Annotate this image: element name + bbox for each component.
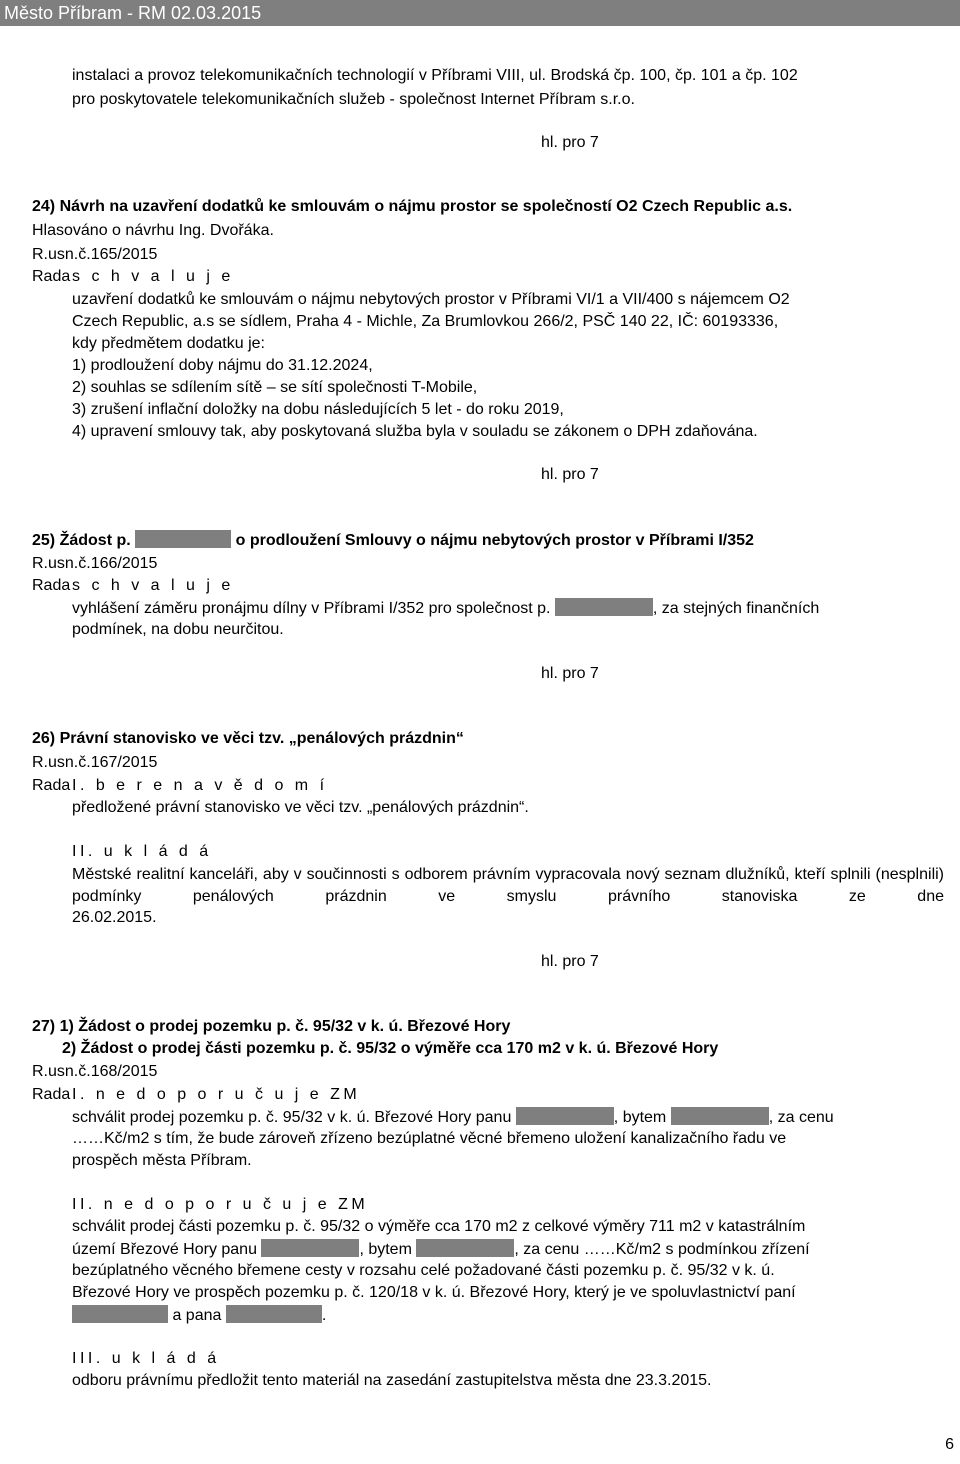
resolution-number: R.usn.č.166/2015 xyxy=(32,555,158,572)
rada-label: Rada xyxy=(32,577,71,594)
item-25-text-1 xyxy=(72,598,819,619)
rada-label: Rada xyxy=(32,268,71,285)
redacted-name xyxy=(226,1305,322,1323)
item-26-text-1: předložené právní stanovisko ve věci tzv. „penálových prázdnin“. xyxy=(72,799,529,816)
item-24-text-1: uzavření dodatků ke smlouvám o nájmu nebytových prostor v Příbrami VI/1 a VII/400 s nájemcem O2 xyxy=(72,291,790,308)
item-27-text-2b xyxy=(72,1239,810,1260)
item-27-text-1e: prospěch města Příbram. xyxy=(72,1152,252,1169)
header-title: Město Příbram - RM 02.03.2015 xyxy=(4,3,262,23)
item-25-text-1b: , za stejných finančních xyxy=(652,600,820,617)
item-25-title-a: 25) Žádost p. xyxy=(32,532,131,549)
redacted-address xyxy=(671,1107,769,1125)
resolution-action: I. n e d o p o r u č u j e ZM xyxy=(72,1086,361,1103)
vote-result: hl. pro 7 xyxy=(541,665,599,682)
redacted-name xyxy=(516,1107,614,1125)
item-27-title-1: 27) 1) Žádost o prodej pozemku p. č. 95/32 v k. ú. Březové Hory xyxy=(32,1018,511,1035)
redacted-address xyxy=(416,1239,514,1257)
item-27-text: , bytem xyxy=(613,1109,667,1126)
item-25-text-2: podmínek, na dobu neurčitou. xyxy=(72,621,284,638)
item-27-text-2c: bezúplatného věcného břemene cesty v rozsahu celé požadované části pozemku p. č. 95/32 v k. ú. xyxy=(72,1262,775,1279)
redacted-name xyxy=(135,530,231,548)
item-26-title: 26) Právní stanovisko ve věci tzv. „penálových prázdnin“ xyxy=(32,730,464,747)
item-27-text-1a xyxy=(72,1107,834,1128)
resolution-action: III. u k l á d á xyxy=(72,1350,220,1367)
resolution-number: R.usn.č.168/2015 xyxy=(32,1063,158,1080)
item-27-text: a pana xyxy=(172,1307,222,1324)
item-27-text-2a: schválit prodej části pozemku p. č. 95/32 o výměře cca 170 m2 z celkové výměry 711 m2 v katastrálním xyxy=(72,1218,806,1235)
vote-result: hl. pro 7 xyxy=(541,134,599,151)
item-27-text-2e xyxy=(72,1305,326,1326)
item-24-text-2: Czech Republic, a.s se sídlem, Praha 4 - Michle, Za Brumlovkou 266/2, PSČ 140 22, IČ: 60193336, xyxy=(72,313,779,330)
item-24-voted: Hlasováno o návrhu Ing. Dvořáka. xyxy=(32,222,274,239)
resolution-action: II. u k l á d á xyxy=(72,843,212,860)
item-24-title: 24) Návrh na uzavření dodatků ke smlouvám o nájmu prostor se společností O2 Czech Republic a.s. xyxy=(32,198,793,215)
item-25-text-1a: vyhlášení záměru pronájmu dílny v Příbrami I/352 pro společnost p. xyxy=(72,600,551,617)
item-25-title-b: o prodloužení Smlouvy o nájmu nebytových prostor v Příbrami I/352 xyxy=(235,532,754,549)
item-24-point-1: 1) prodloužení doby nájmu do 31.12.2024, xyxy=(72,357,373,374)
resolution-number: R.usn.č.167/2015 xyxy=(32,754,158,771)
item-27-text: schválit prodej pozemku p. č. 95/32 v k. ú. Březové Hory panu xyxy=(72,1109,512,1126)
item-26-text-3: 26.02.2015. xyxy=(72,909,157,926)
item-27-text: , bytem xyxy=(359,1241,412,1258)
item-24-text-3: kdy předmětem dodatku je: xyxy=(72,335,265,352)
vote-result: hl. pro 7 xyxy=(541,466,599,483)
resolution-action: II. n e d o p o r u č u j e ZM xyxy=(72,1196,369,1213)
redacted-name xyxy=(555,598,653,616)
item-24-point-4: 4) upravení smlouvy tak, aby poskytovaná služba byla v souladu se zákonem o DPH zdaňována. xyxy=(72,423,758,440)
item-27-text: . xyxy=(321,1307,327,1324)
item-24-point-3: 3) zrušení inflační doložky na dobu následujících 5 let - do roku 2019, xyxy=(72,401,564,418)
item-27-text: , za cenu xyxy=(768,1109,834,1126)
item-27-title-2: 2) Žádost o prodej části pozemku p. č. 95/32 o výměře cca 170 m2 v k. ú. Březové Hory xyxy=(62,1040,719,1057)
resolution-action: s c h v a l u j e xyxy=(72,577,234,594)
resolution-action: I. b e r e n a v ě d o m í xyxy=(72,777,328,794)
redacted-name xyxy=(261,1239,359,1257)
rada-label: Rada xyxy=(32,1086,71,1103)
item-26-text-2: Městské realitní kanceláři, aby v součinnosti s odborem právním vypracovala nový seznam dlužníků, kteří splnili (nesplnili) podmínky penálových prázdnin ve smyslu právního stanoviska ze dne xyxy=(72,866,944,905)
redacted-name xyxy=(72,1305,168,1323)
item-25-title xyxy=(32,530,754,551)
resolution-number: R.usn.č.165/2015 xyxy=(32,246,158,263)
item-27-text-3: odboru právnímu předložit tento materiál na zasedání zastupitelstva města dne 23.3.2015. xyxy=(72,1372,712,1389)
item-24-point-2: 2) souhlas se sdílením sítě – se sítí společnosti T-Mobile, xyxy=(72,379,478,396)
intro-line-1: instalaci a provoz telekomunikačních technologií v Příbrami VIII, ul. Brodská čp. 100, čp. 101 a čp. 102 xyxy=(72,67,798,84)
item-27-text-1d: ……Kč/m2 s tím, že bude zároveň zřízeno bezúplatné věcné břemeno uložení kanalizačního řadu ve xyxy=(72,1130,787,1147)
page-number: 6 xyxy=(945,1436,954,1453)
vote-result: hl. pro 7 xyxy=(541,953,599,970)
intro-line-2: pro poskytovatele telekomunikačních služeb - společnost Internet Příbram s.r.o. xyxy=(72,91,635,108)
item-27-text: území Březové Hory panu xyxy=(72,1241,257,1258)
item-27-text: , za cenu ……Kč/m2 s podmínkou zřízení xyxy=(514,1241,810,1258)
item-27-text-2d: Březové Hory ve prospěch pozemku p. č. 120/18 v k. ú. Březové Hory, který je ve spoluvlastnictví paní xyxy=(72,1284,796,1301)
resolution-action: s c h v a l u j e xyxy=(72,268,234,285)
rada-label: Rada xyxy=(32,777,71,794)
